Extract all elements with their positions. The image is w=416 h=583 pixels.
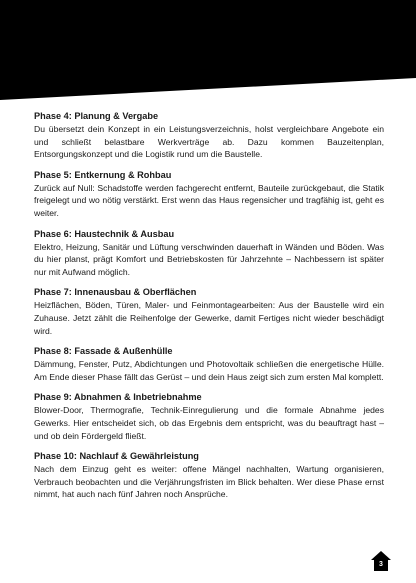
phase-body: Du übersetzt dein Konzept in ein Leistungsverzeichnis, holst vergleichbare Angebote ein und schließt belastbare Werkverträge ab. Dazu kommen Bauzeitenplan, Entsorgungskonzept und die Logistik rund um die Baustelle. (34, 124, 384, 160)
phase-title: Phase 6: Haustechnik & Ausbau (34, 228, 175, 239)
phase-title: Phase 7: Innenausbau & Oberflächen (34, 287, 197, 298)
header-black-shape (0, 0, 416, 110)
phase-body: Blower-Door, Thermografie, Technik-Einregulierung und die formale Abnahme jedes Gewerks. Hier entscheidet sich, ob das Ergebnis dem entspricht, was du beauftragt hast – und ob dein Fördergeld fließt. (34, 405, 384, 441)
phase-title: Phase 5: Entkernung & Rohbau (34, 169, 172, 180)
phase-block (34, 345, 384, 383)
phase-body: Nach dem Einzug geht es weiter: offene Mängel nachhalten, Wartung organisieren, Verbrauch beobachten und die Verjährungsfristen im Blick behalten. Wer diese Phase ernst nimmt, hat auch nach fünf Jahren noch Ansprüche. (34, 464, 384, 500)
phase-block (34, 286, 384, 337)
phases-section (34, 110, 384, 509)
phase-block (34, 169, 384, 220)
phase-block (34, 450, 384, 501)
phase-body: Heizflächen, Böden, Türen, Maler- und Feinmontagearbeiten: Aus der Baustelle wird ein Zuhause. Jetzt zählt die Reihenfolge der Gewerke, damit Fertiges nicht wieder beschädigt wird. (34, 300, 384, 336)
phase-body: Dämmung, Fenster, Putz, Abdichtungen und Photovoltaik schließen die energetische Hülle. Am Ende dieser Phase fällt das Gerüst – und dein Haus zeigt sich zum ersten Mal komplett. (34, 359, 384, 382)
phase-body: Elektro, Heizung, Sanitär und Lüftung verschwinden dauerhaft in Wänden und Böden. Was du hier planst, prägt Komfort und Betriebskosten für Jahrzehnte – Nachbessern ist später nur mit Aufwand möglich. (34, 241, 384, 277)
phase-block (34, 391, 384, 442)
phase-title: Phase 9: Abnahmen & Inbetriebnahme (34, 392, 202, 403)
phase-block (34, 228, 384, 279)
phase-body: Zurück auf Null: Schadstoffe werden fachgerecht entfernt, Bauteile zurückgebaut, die Statik freigelegt und wo nötig verstärkt. Erst wenn das Haus regensicher und tragfähig ist, geht es weiter. (34, 182, 384, 218)
phase-block (34, 110, 384, 161)
phase-title: Phase 10: Nachlauf & Gewährleistung (34, 451, 199, 462)
phase-title: Phase 8: Fassade & Außenhülle (34, 346, 173, 357)
phase-title: Phase 4: Planung & Vergabe (34, 111, 159, 121)
page-number: 3 (379, 561, 383, 568)
